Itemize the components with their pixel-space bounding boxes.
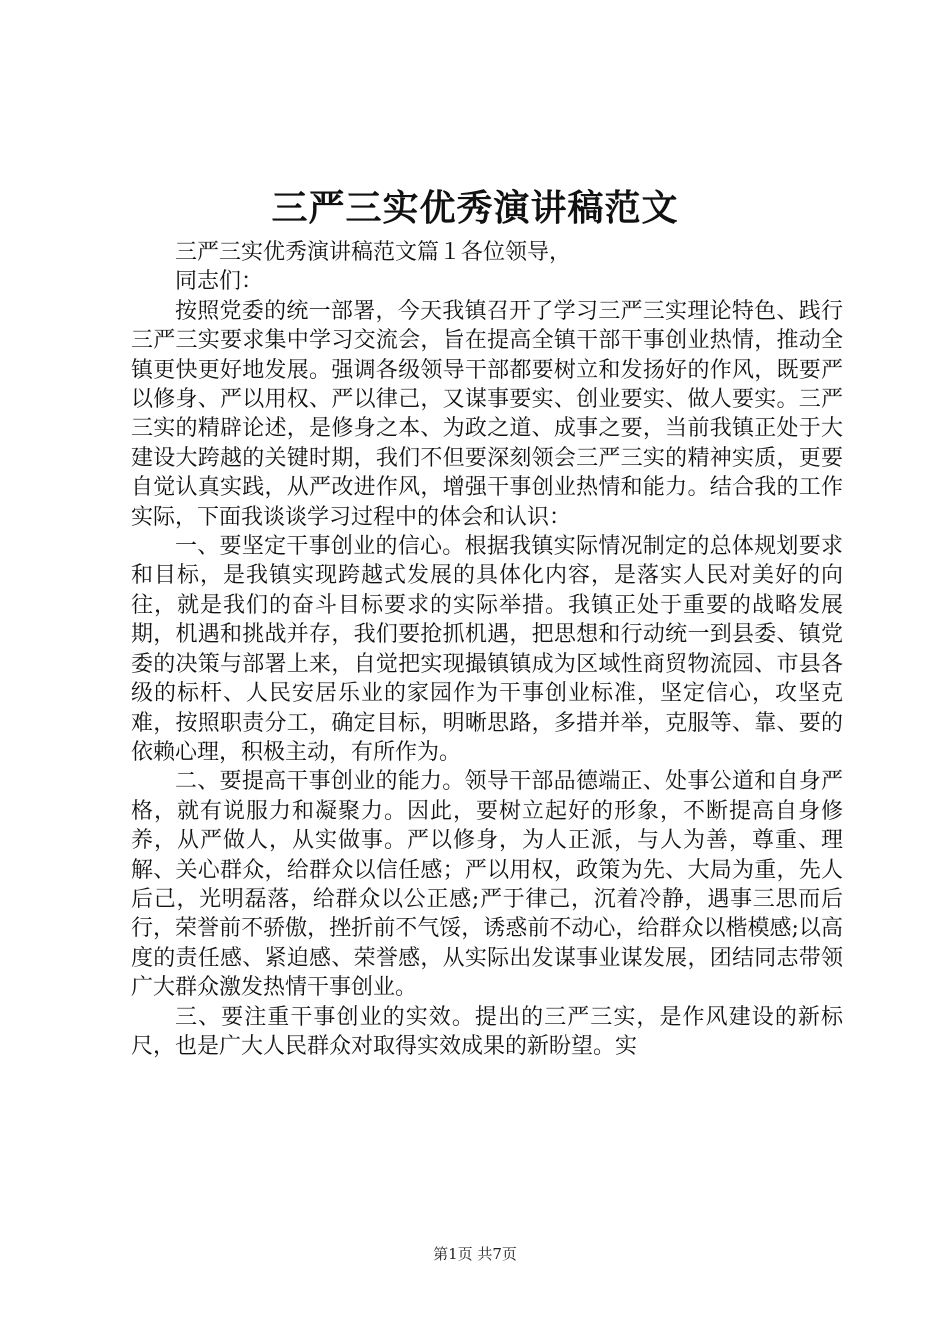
document-body [131, 238, 843, 1061]
paragraph: 按照党委的统一部署，今天我镇召开了学习三严三实理论特色、践行三严三实要求集中学习交流会，旨在提高全镇干部干事创业热情，推动全镇更快更好地发展。强调各级领导干部都要树立和发扬好的作风，既要严以修身、严以用权、严以律己，又谋事要实、创业要实、做人要实。三严三实的精辟论述，是修身之本、为政之道、成事之要，当前我镇正处于大建设大跨越的关键时期，我们不但要深刻领会三严三实的精神实质，更要自觉认真实践，从严改进作风，增强干事创业热情和能力。结合我的工作实际，下面我谈谈学习过程中的体会和认识： [131, 298, 843, 530]
paragraph: 一、要坚定干事创业的信心。根据我镇实际情况制定的总体规划要求和目标，是我镇实现跨越式发展的具体化内容，是落实人民对美好的向往，就是我们的奋斗目标要求的实际举措。我镇正处于重要的战略发展期，机遇和挑战并存，我们要抢抓机遇，把思想和行动统一到县委、镇党委的决策与部署上来，自觉把实现撮镇镇成为区域性商贸物流园、市县各级的标杆、人民安居乐业的家园作为干事创业标准，坚定信心，攻坚克难，按照职责分工，确定目标，明晰思路，多措并举，克服等、靠、要的依赖心理，积极主动，有所作为。 [131, 534, 843, 765]
page-title: 三严三实优秀演讲稿范文 [271, 187, 679, 229]
paragraph: 同志们： [175, 269, 264, 295]
paragraph: 三严三实优秀演讲稿范文篇１各位领导， [175, 240, 572, 265]
paragraph: 三、要注重干事创业的实效。提出的三严三实，是作风建设的新标尺，也是广大人民群众对取得实效成果的新盼望。实 [131, 1004, 843, 1059]
paragraph: 二、要提高干事创业的能力。领导干部品德端正、处事公道和自身严格，就有说服力和凝聚力。因此，要树立起好的形象，不断提高自身修养，从严做人，从实做事。严以修身，为人正派，与人为善，尊重、理解、关心群众，给群众以信任感；严以用权，政策为先、大局为重，先人后己，光明磊落，给群众以公正感;严于律己，沉着冷静，遇事三思而后行，荣誉前不骄傲，挫折前不气馁，诱惑前不动心，给群众以楷模感;以高度的责任感、紧迫感、荣誉感，从实际出发谋事业谋发展，团结同志带领广大群众激发热情干事创业。 [131, 769, 843, 1001]
page-number: 第1页 共7页 [433, 1245, 517, 1263]
